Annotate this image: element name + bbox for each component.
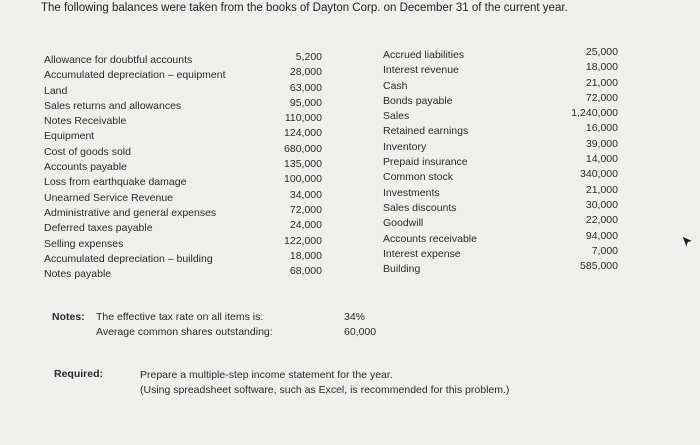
cursor-icon [681, 235, 695, 249]
account-name: Deferred taxes payable [44, 222, 153, 235]
account-value: 18,000 [289, 249, 322, 262]
account-name: Bonds payable [383, 94, 453, 107]
account-value: 110,000 [284, 112, 322, 125]
account-value: 124,000 [284, 127, 322, 140]
account-name: Investments [383, 186, 440, 199]
account-value: 39,000 [585, 137, 618, 150]
account-value: 135,000 [284, 158, 322, 171]
account-value: 122,000 [284, 234, 322, 247]
required-heading: Required: [54, 368, 104, 380]
account-name: Interest expense [383, 247, 461, 260]
tax-rate-value: 34% [344, 311, 366, 323]
notes-heading: Notes: [52, 311, 85, 323]
account-name: Land [44, 84, 68, 97]
account-name: Common stock [383, 171, 454, 184]
shares-value: 60,000 [344, 326, 377, 338]
account-name: Accounts payable [44, 161, 127, 174]
account-name: Sales [383, 110, 410, 123]
account-value: 34,000 [289, 188, 322, 201]
account-value: 16,000 [585, 122, 618, 135]
account-name: Sales returns and allowances [44, 99, 182, 112]
intro-text: The following balances were taken from the books of Dayton Corp. on December 31 of the current year. [41, 2, 568, 14]
account-name: Sales discounts [383, 201, 457, 214]
right-account-names [383, 48, 477, 277]
account-value: 63,000 [289, 81, 322, 94]
account-name: Notes payable [44, 268, 112, 281]
account-name: Accrued liabilities [383, 49, 465, 61]
account-value: 100,000 [284, 173, 322, 186]
shares-label: Average common shares outstanding: [96, 326, 273, 338]
account-value: 1,240,000 [571, 107, 618, 120]
account-name: Cost of goods sold [44, 145, 131, 158]
required-text [140, 368, 509, 397]
account-value: 28,000 [289, 66, 322, 79]
account-value: 7,000 [591, 244, 618, 257]
notes-section [52, 310, 273, 340]
account-name: Loss from earthquake damage [44, 176, 187, 189]
account-value: 21,000 [585, 76, 618, 89]
account-name: Accumulated depreciation – building [44, 252, 213, 265]
account-name: Allowance for doubtful accounts [44, 54, 193, 66]
account-name: Cash [383, 79, 408, 92]
account-value: 22,000 [585, 214, 618, 227]
account-value: 680,000 [284, 142, 322, 155]
account-value: 585,000 [580, 260, 618, 273]
account-value: 72,000 [585, 91, 618, 104]
account-name: Accumulated depreciation – equipment [44, 69, 226, 82]
notes-values [344, 310, 376, 340]
account-name: Interest revenue [383, 64, 459, 77]
left-account-values [262, 50, 322, 279]
account-name: Unearned Service Revenue [44, 191, 173, 204]
right-account-values [558, 45, 618, 274]
account-value: 5,200 [295, 51, 322, 63]
account-name: Notes Receivable [44, 115, 127, 128]
account-value: 68,000 [289, 265, 322, 278]
account-value: 94,000 [585, 229, 618, 242]
required-line-1: Prepare a multiple-step income statement for the year. [140, 369, 393, 381]
account-value: 14,000 [585, 153, 618, 166]
left-account-names [44, 53, 226, 282]
account-name: Administrative and general expenses [44, 206, 217, 219]
account-value: 95,000 [289, 96, 322, 109]
required-line-2: (Using spreadsheet software, such as Excel, is recommended for this problem.) [140, 383, 510, 396]
account-name: Building [383, 263, 421, 276]
account-value: 25,000 [585, 46, 618, 58]
account-name: Accounts receivable [383, 232, 477, 245]
account-name: Goodwill [383, 217, 424, 230]
account-name: Equipment [44, 130, 95, 143]
account-value: 340,000 [580, 168, 618, 181]
account-name: Inventory [383, 140, 427, 153]
account-name: Selling expenses [44, 237, 124, 250]
tax-rate-label: The effective tax rate on all items is: [96, 311, 264, 323]
account-value: 21,000 [585, 183, 618, 196]
account-value: 30,000 [585, 198, 618, 211]
account-name: Prepaid insurance [383, 156, 468, 169]
account-name: Retained earnings [383, 125, 469, 138]
account-value: 72,000 [289, 203, 322, 216]
account-value: 24,000 [289, 219, 322, 232]
account-value: 18,000 [585, 61, 618, 74]
